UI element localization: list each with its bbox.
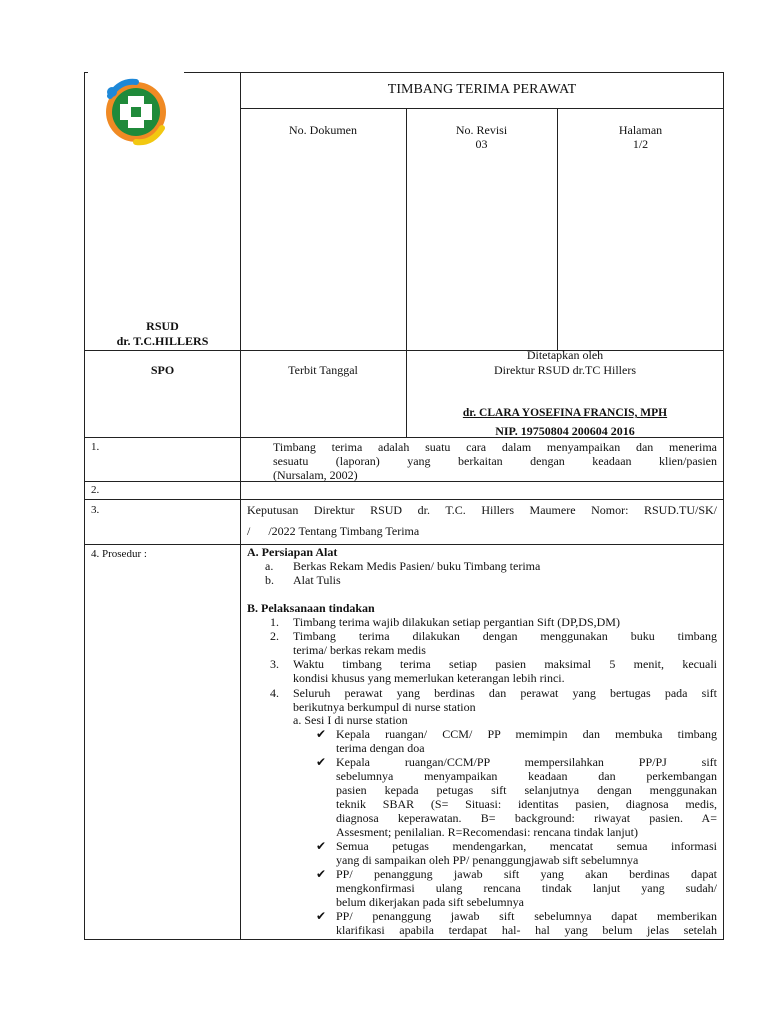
list-item: Berkas Rekam Medis Pasien/ buku Timbang terima (293, 559, 541, 573)
check-item-line: sebelumnya menyampaikan keadaan dan perkembangan (336, 769, 717, 783)
logo-figure-head (107, 87, 117, 97)
list-marker: b. (265, 573, 274, 587)
hospital-logo (88, 72, 184, 148)
list-item: Seluruh perawat yang berdinas dan perawat yang bertugas pada sift (293, 686, 717, 700)
check-item-line: Kepala ruangan/ CCM/ PP memimpin dan membuka timbang (336, 727, 717, 741)
list-item: terima/ berkas rekam medis (293, 643, 426, 657)
check-icon: ✔ (316, 909, 327, 923)
list-marker: 3. (270, 657, 279, 671)
spo-label: SPO (150, 363, 175, 377)
row-label-4: 4. Prosedur : (91, 548, 147, 560)
check-icon: ✔ (316, 839, 327, 853)
row-label-3: 3. (91, 504, 100, 516)
list-item: kondisi khusus yang memerlukan keterangan lebih rinci. (293, 671, 565, 685)
row-line-3 (84, 499, 724, 500)
check-item-line: terima dengan doa (336, 741, 425, 755)
check-item-line: diagnosa keperawatan. B= background: riwayat pasien. A= (336, 811, 717, 825)
definition-line: Timbang terima adalah suatu cara dalam menyampaikan dan menerima (273, 440, 717, 454)
check-item-line: PP/ penanggung jawab sift yang akan berdinas dapat (336, 867, 717, 881)
body-label-divider (240, 437, 241, 940)
institution-name: RSUD (146, 319, 179, 333)
list-marker: a. (265, 559, 274, 573)
list-marker: 1. (270, 615, 279, 629)
definition-line: sesuatu (laporan) yang berkaitan dengan keadaan klien/pasien (273, 454, 717, 468)
check-icon: ✔ (316, 755, 327, 769)
row-label-2: 2. (91, 484, 100, 496)
policy-line: Keputusan Direktur RSUD dr. T.C. Hillers Maumere Nomor: RSUD.TU/SK/ (247, 503, 717, 517)
director-name: dr. CLARA YOSEFINA FRANCIS, MPH (462, 407, 668, 419)
section-b-heading: B. Pelaksanaan tindakan (247, 601, 375, 615)
institution-name-2: dr. T.C.HILLERS (116, 334, 209, 348)
revision-value: 03 (475, 137, 488, 151)
list-item: Timbang terima wajib dilakukan setiap pergantian Sift (DP,DS,DM) (293, 615, 620, 629)
definition-line: (Nursalam, 2002) (273, 468, 358, 482)
list-marker: 4. (270, 686, 279, 700)
check-item-line: PP/ penanggung jawab sift sebelumnya dapat memberikan (336, 909, 717, 923)
list-item: Alat Tulis (293, 573, 341, 587)
issued-date-label: Terbit Tanggal (288, 363, 358, 377)
check-icon: ✔ (316, 727, 327, 741)
document-title: TIMBANG TERIMA PERAWAT (387, 82, 577, 97)
section-a-heading: A. Persiapan Alat (247, 545, 338, 559)
row-line-2 (84, 481, 724, 482)
title-row-line (240, 108, 724, 109)
check-item-line: Assesment; penilalian. R=Recomendasi: rencana tindak lanjut) (336, 825, 639, 839)
check-item-line: Kepala ruangan/CCM/PP mempersilahkan PP/PJ sift (336, 755, 717, 769)
page-label: Halaman (618, 123, 663, 137)
check-item-line: mengkonfirmasi ulang rencana tindak lanjut yang sudah/ (336, 881, 717, 895)
revision-label: No. Revisi (455, 123, 508, 137)
check-item-line: yang di sampaikan oleh PP/ penanggungjawab sift sebelumnya (336, 853, 639, 867)
session-heading: a. Sesi I di nurse station (293, 713, 408, 727)
row-line-4 (84, 544, 724, 545)
check-item-line: belum dikerjakan pada sift sebelumnya (336, 895, 524, 909)
list-marker: 2. (270, 629, 279, 643)
check-item-line: teknik SBAR (S= Situasi: identitas pasien, diagnosa medis, (336, 797, 717, 811)
director-nip: NIP. 19750804 200604 2016 (495, 424, 635, 438)
approved-by-role: Direktur RSUD dr.TC Hillers (494, 363, 636, 377)
row-label-1: 1. (91, 441, 100, 453)
check-item-line: klarifikasi apabila terdapat hal- hal yang belum jelas setelah (336, 923, 717, 937)
approved-by-label: Ditetapkan oleh (526, 348, 604, 362)
list-item: Waktu timbang terima setiap pasien maksimal 5 menit, kecuali (293, 657, 717, 671)
check-item-line: pasien kepada petugas sift selanjutnya dengan menggunakan (336, 783, 717, 797)
logo-cross-center (131, 107, 141, 117)
check-item-line: Semua petugas mendengarkan, mencatat semua informasi (336, 839, 717, 853)
page-value: 1/2 (632, 137, 649, 151)
list-item: Timbang terima dilakukan dengan menggunakan buku timbang (293, 629, 717, 643)
doc-number-label: No. Dokumen (289, 123, 357, 137)
policy-line: / /2022 Tentang Timbang Terima (247, 524, 420, 538)
list-item: berikutnya berkumpul di nurse station (293, 700, 476, 714)
check-icon: ✔ (316, 867, 327, 881)
